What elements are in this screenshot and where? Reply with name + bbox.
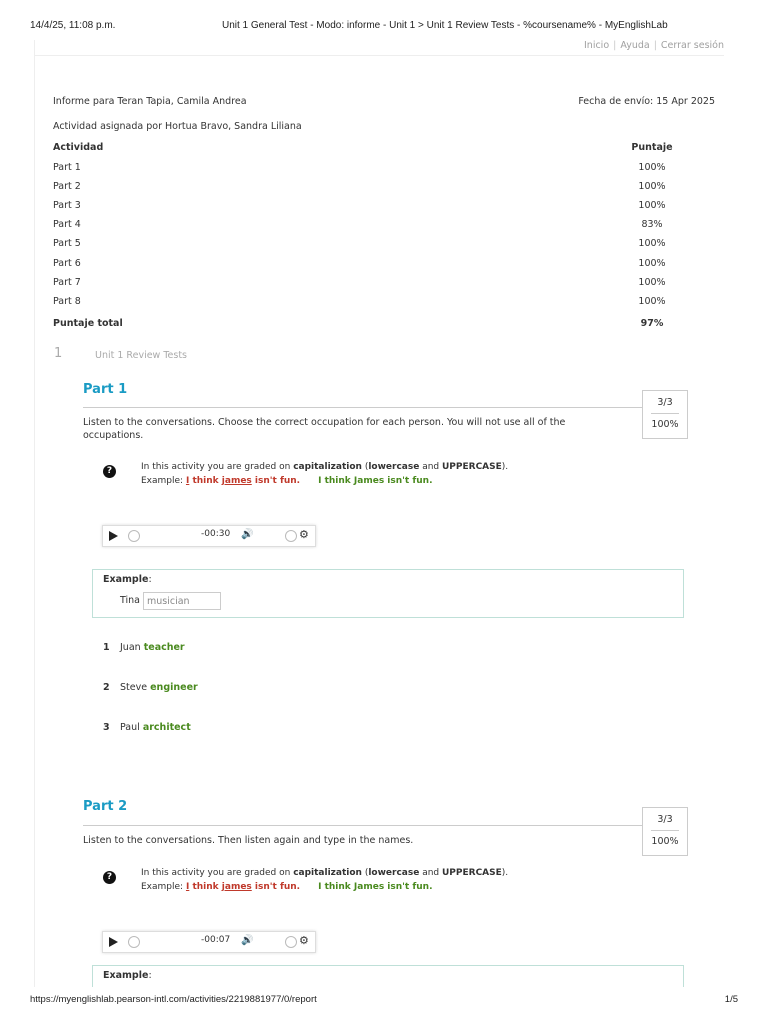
audio-player [102, 931, 316, 953]
score-box [642, 390, 688, 439]
home-link[interactable]: Inicio [584, 40, 610, 51]
score-fraction: 3/3 [657, 814, 673, 825]
table-row-label: Part 1 [53, 162, 81, 173]
print-url: https://myenglishlab.pearson-intl.com/activities/2219881977/0/report [30, 994, 317, 1005]
note-text: and [419, 462, 442, 472]
example-label: Example [103, 574, 149, 585]
table-row-score: 100% [638, 277, 666, 288]
person-name: Steve [120, 682, 148, 693]
volume-icon[interactable]: 🔊 [241, 529, 254, 540]
time-remaining: -00:07 [201, 935, 231, 945]
print-page-title: Unit 1 General Test - Modo: informe - Unit 1 > Unit 1 Review Tests - %coursename% - MyEnglishLab [222, 20, 668, 31]
table-row-score: 83% [641, 219, 663, 230]
help-icon[interactable]: ? [103, 871, 116, 884]
grading-note-line1 [141, 460, 508, 474]
note-example-label: Example: [141, 882, 186, 892]
print-page-counter: 1/5 [724, 994, 738, 1005]
audio-player [102, 525, 316, 547]
table-row-label: Part 2 [53, 181, 81, 192]
link-separator: | [653, 40, 657, 51]
note-text: In this activity you are graded on [141, 462, 294, 472]
table-row-score: 100% [638, 181, 666, 192]
gear-icon[interactable]: ⚙ [299, 934, 309, 947]
wrong-example-part: think [189, 476, 222, 486]
note-text: ( [361, 868, 369, 878]
table-row-score: 100% [638, 162, 666, 173]
note-bold: UPPERCASE [442, 868, 502, 878]
score-percent: 100% [651, 836, 679, 847]
wrong-example-part: think [189, 882, 222, 892]
table-row-score: 100% [638, 296, 666, 307]
part-title: Part 1 [83, 382, 128, 397]
question-item [120, 722, 191, 733]
wrong-example-part: james [221, 882, 252, 892]
content-border-left [34, 40, 35, 1000]
grading-note [141, 460, 508, 488]
note-text: ( [361, 462, 369, 472]
answer: teacher [143, 642, 185, 653]
content-border-top [34, 55, 724, 56]
example-heading [103, 574, 152, 585]
print-timestamp: 14/4/25, 11:08 p.m. [30, 20, 116, 31]
score-fraction: 3/3 [657, 397, 673, 408]
time-remaining: -00:30 [201, 529, 231, 539]
example-name: Tina [120, 595, 140, 606]
wrong-example-part: isn't fun. [251, 476, 301, 486]
total-score-label: Puntaje total [53, 318, 123, 329]
part-title: Part 2 [83, 799, 128, 814]
assigned-by: Actividad asignada por Hortua Bravo, Sandra Liliana [53, 121, 302, 132]
question-number: 1 [103, 642, 110, 653]
wrong-example-part: I [185, 476, 190, 486]
table-row-label: Part 6 [53, 258, 81, 269]
grading-note-line1 [141, 866, 508, 880]
wrong-example-part: james [221, 476, 252, 486]
play-icon[interactable] [109, 531, 118, 541]
answer: architect [142, 722, 191, 733]
question-item [120, 642, 185, 653]
grading-note-example [141, 880, 508, 894]
link-separator: | [613, 40, 617, 51]
table-row-score: 100% [638, 258, 666, 269]
help-icon[interactable]: ? [103, 465, 116, 478]
score-divider [651, 830, 679, 831]
example-box [92, 569, 684, 618]
gear-icon[interactable]: ⚙ [299, 528, 309, 541]
note-text: and [419, 868, 442, 878]
correct-example: I think James isn't fun. [318, 476, 433, 486]
note-bold: lowercase [368, 462, 420, 472]
activity-column-header: Actividad [53, 142, 104, 153]
answer: engineer [150, 682, 198, 693]
part-instructions: Listen to the conversations. Then listen again and type in the names. [83, 835, 414, 846]
grading-note-example [141, 474, 508, 488]
question-number: 2 [103, 682, 110, 693]
note-example-label: Example: [141, 476, 186, 486]
note-bold: capitalization [293, 462, 362, 472]
sent-date: Fecha de envío: 15 Apr 2025 [578, 96, 715, 107]
score-divider [651, 413, 679, 414]
table-row-label: Part 3 [53, 200, 81, 211]
report-for-label: Informe para Teran Tapia, Camila Andrea [53, 96, 247, 107]
score-box [642, 807, 688, 856]
volume-slider[interactable] [285, 936, 297, 948]
person-name: Paul [120, 722, 140, 733]
note-text: In this activity you are graded on [141, 868, 294, 878]
table-row-label: Part 5 [53, 238, 81, 249]
score-column-header: Puntaje [631, 142, 673, 153]
grading-note [141, 866, 508, 894]
progress-slider[interactable] [128, 530, 140, 542]
part-instructions: Listen to the conversations. Choose the correct occupation for each person. You will not use all of the occupations. [83, 417, 566, 441]
table-row-label: Part 4 [53, 219, 81, 230]
note-bold: UPPERCASE [442, 462, 502, 472]
print-footer-bg [0, 987, 768, 1024]
play-icon[interactable] [109, 937, 118, 947]
person-name: Juan [120, 642, 141, 653]
example-colon: : [148, 574, 152, 585]
note-bold: lowercase [368, 868, 420, 878]
help-link[interactable]: Ayuda [620, 40, 650, 51]
table-row-label: Part 8 [53, 296, 81, 307]
example-colon: : [148, 970, 152, 981]
top-links [584, 40, 724, 51]
part-divider [83, 407, 643, 408]
note-text: ). [501, 868, 509, 878]
question-item [120, 682, 198, 693]
note-text: ). [501, 462, 509, 472]
total-score-value: 97% [640, 318, 664, 329]
score-percent: 100% [651, 419, 679, 430]
volume-slider[interactable] [285, 530, 297, 542]
example-heading [103, 970, 152, 981]
volume-icon[interactable]: 🔊 [241, 935, 254, 946]
section-number: 1 [54, 346, 63, 361]
correct-example: I think James isn't fun. [318, 882, 433, 892]
example-label: Example [103, 970, 149, 981]
progress-slider[interactable] [128, 936, 140, 948]
example-input: musician [143, 592, 221, 610]
question-number: 3 [103, 722, 110, 733]
wrong-example-part: I [185, 882, 190, 892]
table-row-score: 100% [638, 238, 666, 249]
table-row-label: Part 7 [53, 277, 81, 288]
section-title: Unit 1 Review Tests [95, 350, 187, 361]
table-row-score: 100% [638, 200, 666, 211]
note-bold: capitalization [293, 868, 362, 878]
wrong-example-part: isn't fun. [251, 882, 301, 892]
logout-link[interactable]: Cerrar sesión [660, 40, 724, 51]
part-divider [83, 825, 643, 826]
